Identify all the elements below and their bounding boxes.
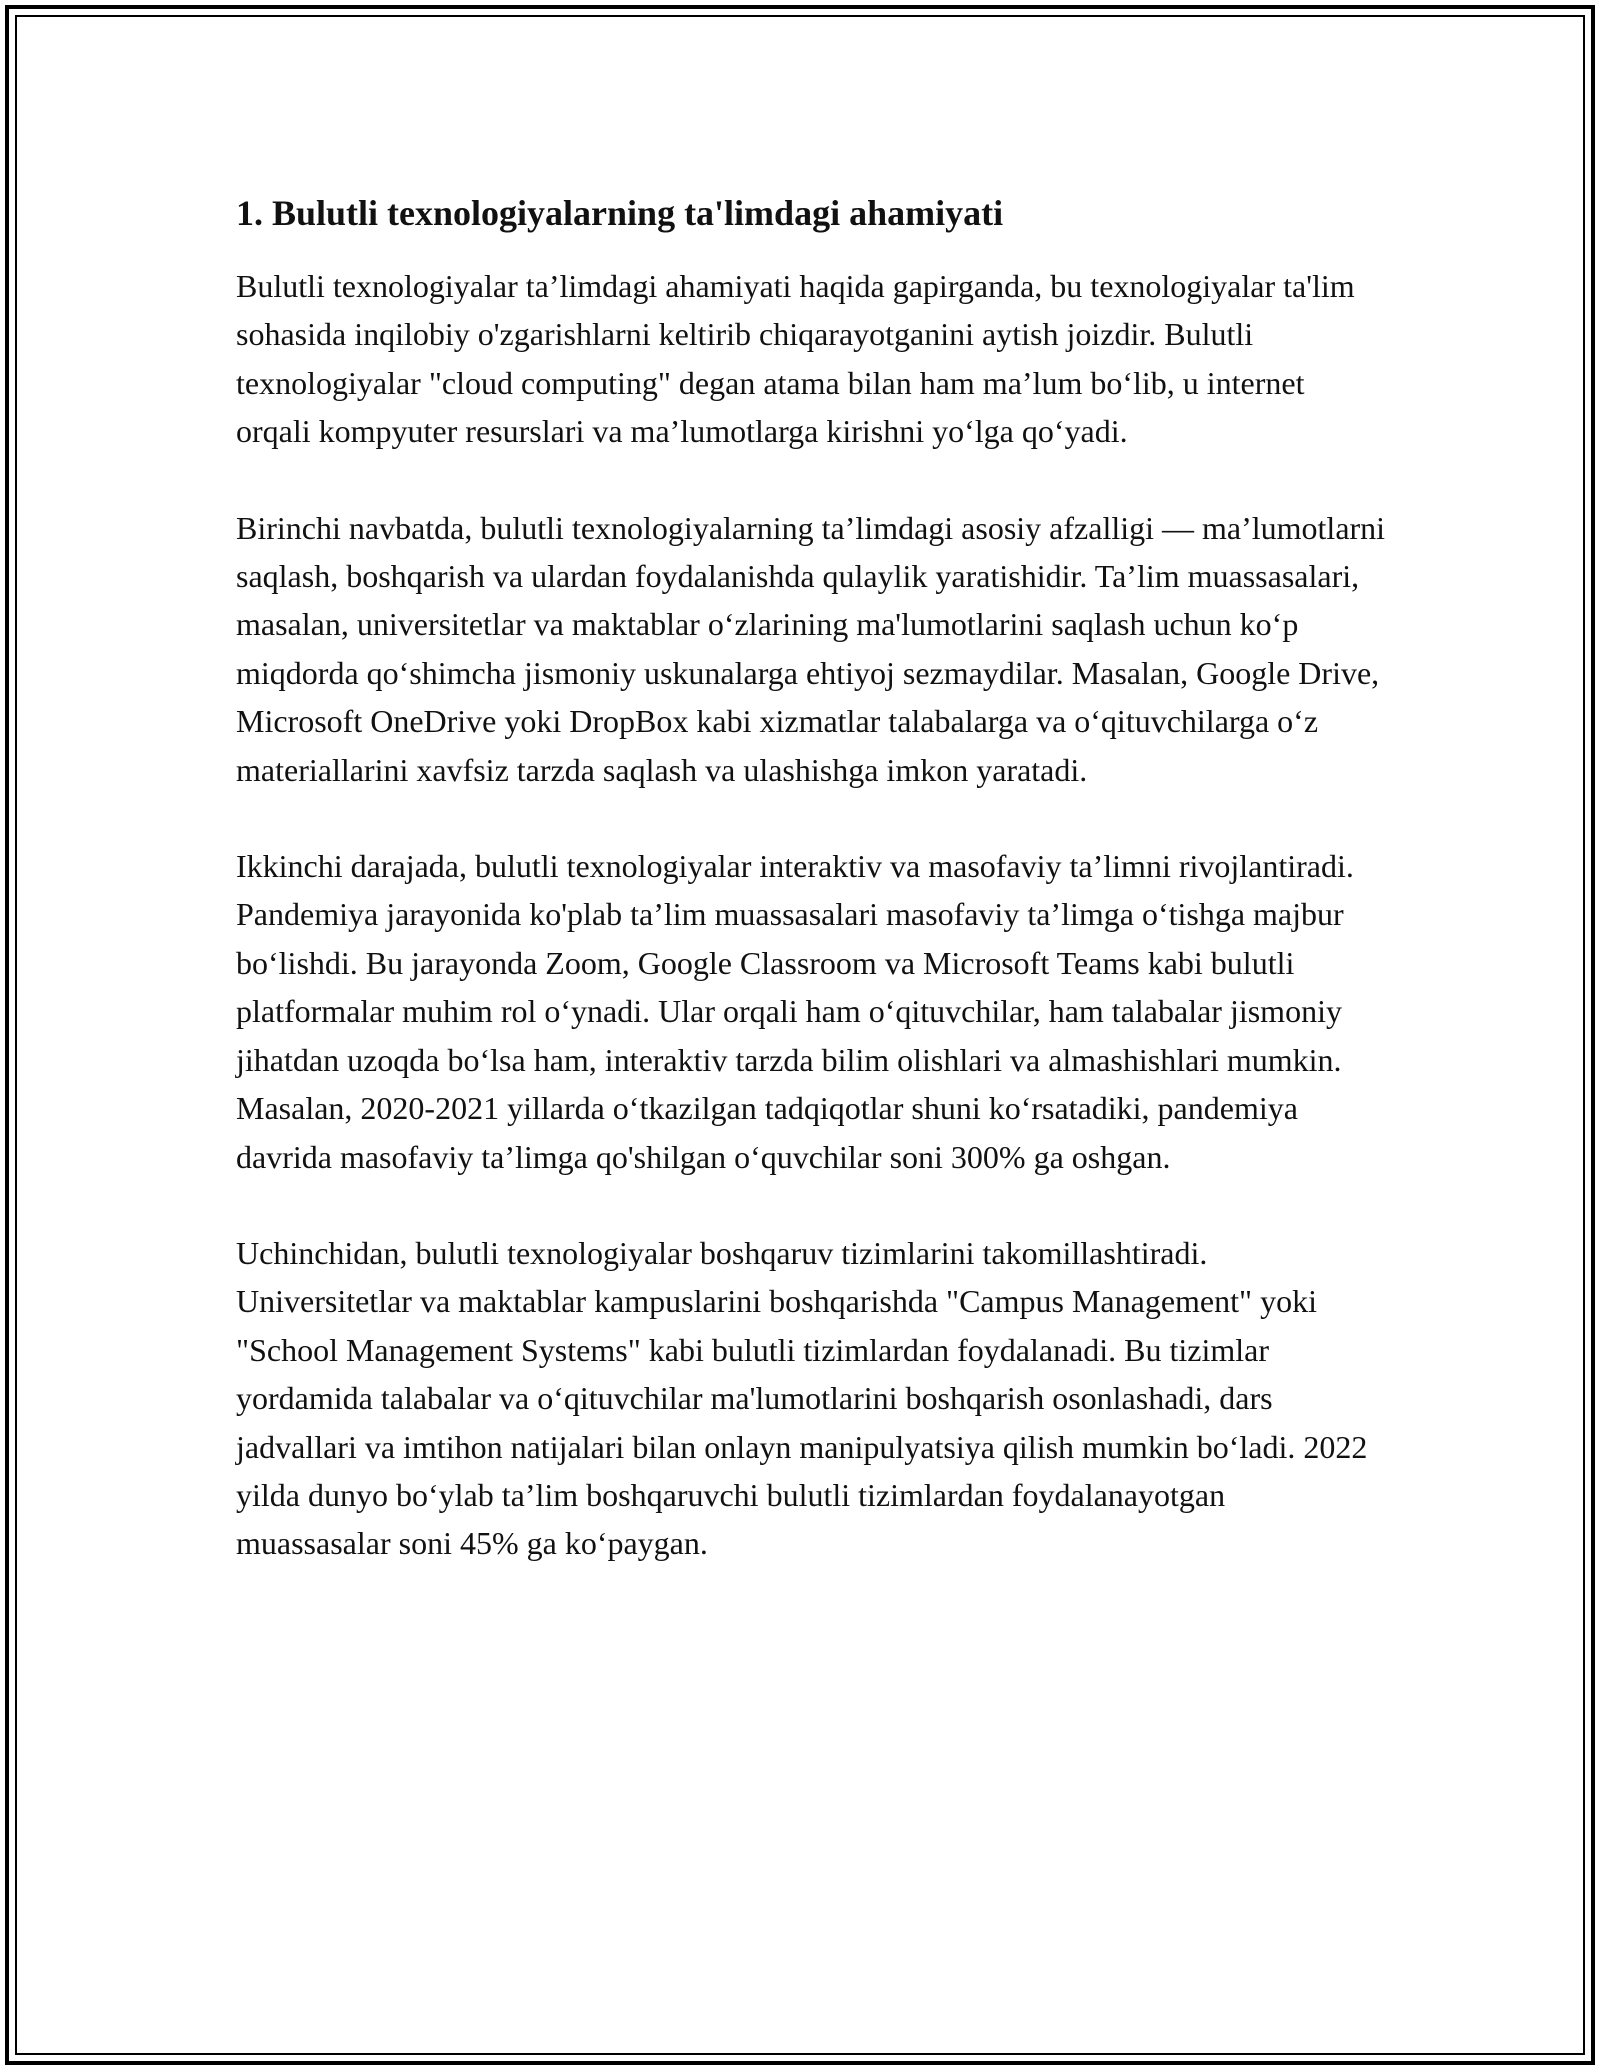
section-heading: 1. Bulutli texnologiyalarning ta'limdagi ahamiyati (236, 193, 1004, 233)
paragraph-third-point: Uchinchidan, bulutli texnologiyalar boshqaruv tizimlarini takomillashtiradi. Universitetlar va maktablar kampuslarini boshqarishda "Campus Management" yoki "School Management Systems" kabi bulutli tizimlardan foydalanadi. Bu tizimlar yordamida talabalar va o‘qituvchilar ma'lumotlarini boshqarish osonlashadi, dars jadvallari va imtihon natijalari bilan onlayn manipulyatsiya qilish mumkin bo‘ladi. 2022 yilda dunyo bo‘ylab ta’lim boshqaruvchi bulutli tizimlardan foydalanayotgan muassasalar soni 45% ga ko‘paygan. (236, 1234, 1368, 1562)
paragraph-second-point: Ikkinchi darajada, bulutli texnologiyalar interaktiv va masofaviy ta’limni rivojlantiradi. Pandemiya jarayonida ko'plab ta’lim muassasalari masofaviy ta’limga o‘tishga majbur bo‘lishdi. Bu jarayonda Zoom, Google Classroom va Microsoft Teams kabi bulutli platformalar muhim rol o‘ynadi. Ular orqali ham o‘qituvchilar, ham talabalar jismoniy jihatdan uzoqda bo‘lsa ham, interaktiv tarzda bilim olishlari va almashishlari mumkin. Masalan, 2020-2021 yillarda o‘tkazilgan tadqiqotlar shuni ko‘rsatadiki, pandemiya davrida masofaviy ta’limga qo'shilgan o‘quvchilar soni 300% ga oshgan. (236, 848, 1354, 1175)
paragraph-first-point: Birinchi navbatda, bulutli texnologiyalarning ta’limdagi asosiy afzalligi — ma’lumotlarni saqlash, boshqarish va ulardan foydalanishda qulaylik yaratishidir. Ta’lim muassasalari, masalan, universitetlar va maktablar o‘zlarining ma'lumotlarini saqlash uchun ko‘p miqdorda qo‘shimcha jismoniy uskunalarga ehtiyoj sezmaydilar. Masalan, Google Drive, Microsoft OneDrive yoki DropBox kabi xizmatlar talabalarga va o‘qituvchilarga o‘z materiallarini xavfsiz tarzda saqlash va ulashishga imkon yaratadi. (236, 509, 1386, 788)
document-body (236, 192, 1386, 1616)
paragraph-intro: Bulutli texnologiyalar ta’limdagi ahamiyati haqida gapirganda, bu texnologiyalar ta'lim sohasida inqilobiy o'zgarishlarni keltirib chiqarayotganini aytish joizdir. Bulutli texnologiyalar "cloud computing" degan atama bilan ham ma’lum bo‘lib, u internet orqali kompyuter resurslari va ma’lumotlarga kirishni yo‘lga qo‘yadi. (236, 268, 1355, 450)
